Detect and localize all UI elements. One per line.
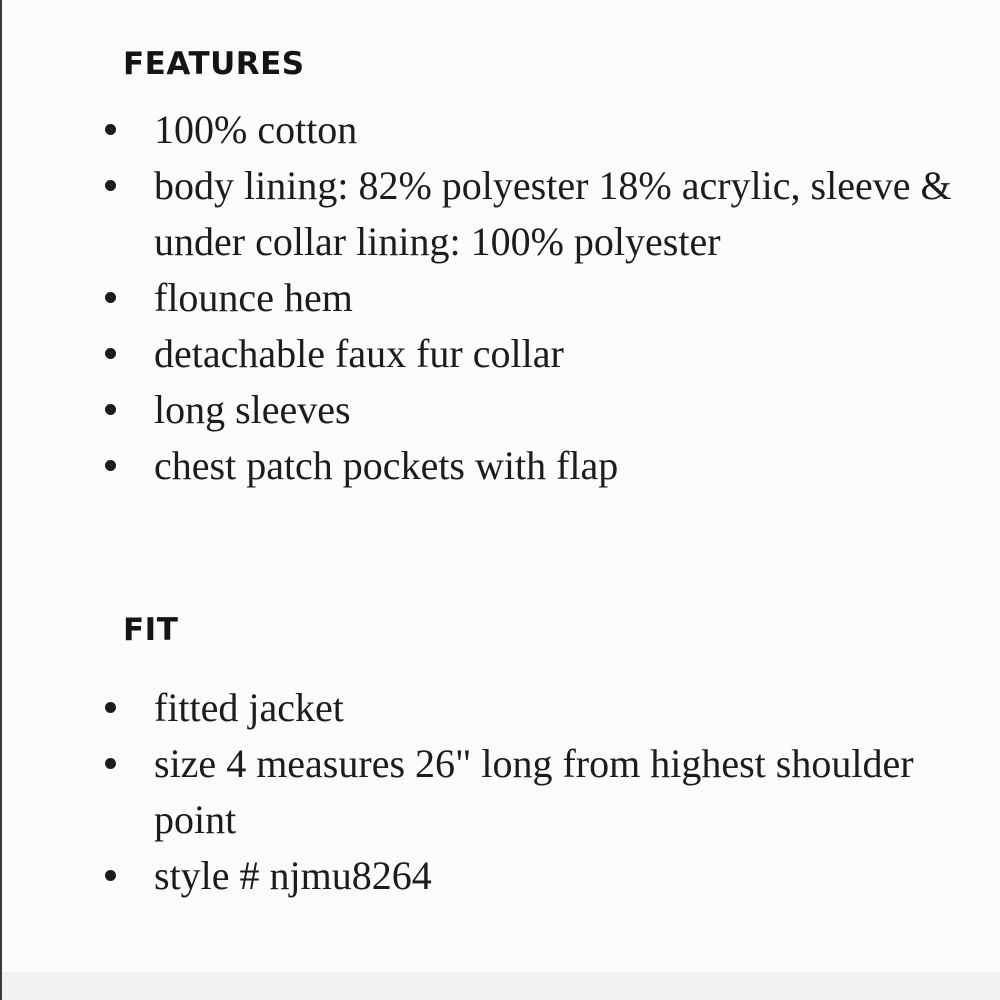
fit-item-text: size 4 measures 26" long from highest shoulder point — [154, 741, 914, 842]
features-item-text: chest patch pockets with flap — [154, 443, 619, 488]
features-list-item — [2, 102, 1000, 158]
features-list-item — [2, 382, 1000, 438]
footer-band — [2, 972, 1000, 1000]
features-item-text: flounce hem — [154, 275, 353, 320]
features-heading: FEATURES — [123, 46, 305, 82]
bullet-icon — [105, 870, 116, 881]
features-list-item — [2, 326, 1000, 382]
features-list-item — [2, 270, 1000, 326]
features-list — [2, 102, 1000, 494]
features-item-text: 100% cotton — [154, 107, 358, 152]
bullet-icon — [105, 124, 116, 135]
bullet-icon — [105, 460, 116, 471]
bullet-icon — [105, 180, 116, 191]
bullet-icon — [105, 292, 116, 303]
fit-section — [2, 610, 1000, 904]
bullet-icon — [105, 702, 116, 713]
fit-item-text: style # njmu8264 — [154, 853, 432, 898]
fit-item-text: fitted jacket — [154, 685, 344, 730]
features-item-text: detachable faux fur collar — [154, 331, 564, 376]
features-list-item — [2, 438, 1000, 494]
bullet-icon — [105, 404, 116, 415]
fit-list-item — [2, 736, 1000, 848]
fit-list-item — [2, 680, 1000, 736]
features-section — [2, 44, 1000, 494]
fit-list-item — [2, 848, 1000, 904]
product-details-panel — [2, 0, 1000, 972]
fit-heading: FIT — [123, 612, 179, 648]
features-item-text: body lining: 82% polyester 18% acrylic, sleeve & under collar lining: 100% polyester — [154, 163, 952, 264]
features-list-item — [2, 158, 1000, 270]
features-item-text: long sleeves — [154, 387, 351, 432]
bullet-icon — [105, 758, 116, 769]
bullet-icon — [105, 348, 116, 359]
fit-list — [2, 680, 1000, 904]
